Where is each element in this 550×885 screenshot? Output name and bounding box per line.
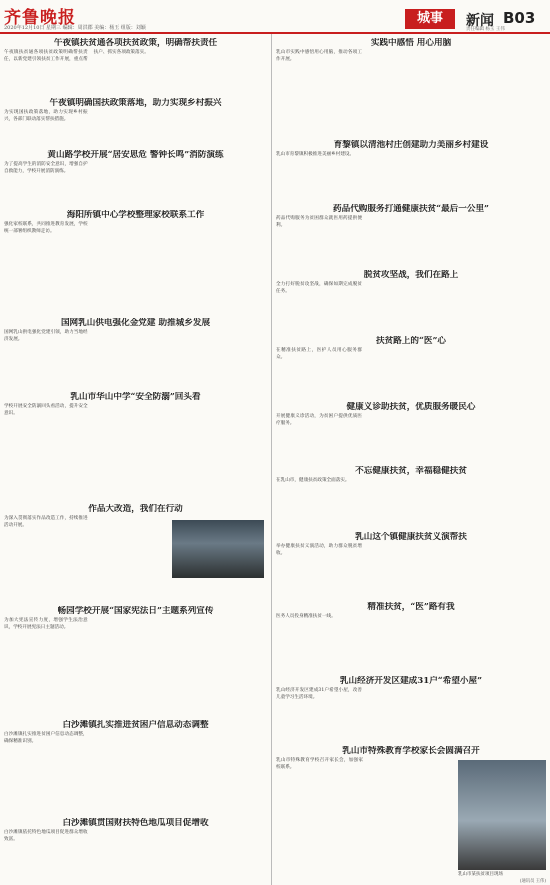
article-headline: 国网乳山供电强化金党建 助推城乡发展 — [60, 318, 211, 328]
article-body: 药品代购服务为贫困群众就医用药提供便利。 — [276, 216, 362, 229]
article — [276, 140, 546, 202]
article-body: 乳山市育黎镇积极推进美丽乡村建设。 — [276, 152, 355, 157]
article — [276, 466, 546, 530]
article-headline: 乳山市特殊教育学校家长会圆满召开 — [342, 746, 480, 756]
article — [4, 318, 267, 390]
column-divider — [271, 34, 272, 885]
article-headline: 精准扶贫，“医”路有我 — [367, 602, 455, 612]
news-photo — [172, 520, 264, 578]
article — [276, 602, 546, 674]
article — [276, 532, 546, 600]
article — [4, 606, 267, 718]
newspaper-logo: 齐鲁晚报 — [4, 8, 76, 28]
article-headline: 黄山路学校开展“居安思危 警钟长鸣”消防演练 — [47, 150, 224, 160]
article-body: 开展健康义诊活动，为贫困户提供优质医疗服务。 — [276, 414, 362, 427]
article — [276, 38, 546, 138]
article — [4, 818, 267, 882]
article-headline: 白沙滩镇贯国财扶特色地瓜项目促增收 — [62, 818, 209, 828]
article-headline: 午夜镇明确国扶政策落地，助力实现乡村振兴 — [49, 98, 222, 108]
article-headline: 白沙滩镇扎实推进贫困户信息动态调整 — [62, 720, 209, 730]
article-body: 为实现国扶政策落地，助力实现乡村振兴，各部门联动落实帮扶措施。 — [4, 110, 88, 123]
article-headline: 乳山经济开发区建成31户“希望小屋” — [339, 676, 483, 686]
article — [4, 720, 267, 816]
article — [276, 402, 546, 464]
article — [4, 38, 267, 96]
article — [276, 676, 546, 744]
article-body: 学校开展安全防溺回头看活动，提升安全意识。 — [4, 404, 88, 417]
news-photo — [458, 760, 546, 870]
article-body: 在精准扶贫路上，医护人员用心服务群众。 — [276, 348, 362, 361]
article-headline: 畅园学校开展“国家宪法日”主题系列宣传 — [57, 606, 214, 616]
masthead — [0, 0, 550, 32]
article-body: 举办健康扶贫义演活动，助力群众脱贫增收。 — [276, 544, 362, 557]
article-headline: 乳山这个镇健康扶贫义演帮扶 — [355, 532, 467, 542]
article-body: 为了提高学生的消防安全意识，增强自护自救能力，学校开展消防演练。 — [4, 162, 88, 175]
article-body: 医务人员投身精准扶贫一线。 — [276, 614, 336, 619]
article-body: 乳山市实践中感悟用心用脑，推动各项工作开展。 — [276, 50, 362, 63]
article-body: 国网乳山供电强化党建引领，助力当地经济发展。 — [4, 330, 88, 343]
article-headline: 午夜镇扶贫通各项扶贫政策，明确帮扶责任 — [53, 38, 218, 48]
article-headline: 药品代购服务打通健康扶贫“最后一公里” — [333, 204, 489, 214]
article-body: 乳山经济开发区建成31户希望小屋，改善儿童学习生活环境。 — [276, 688, 362, 701]
article-headline: 健康义诊助扶贫，优质服务暖民心 — [346, 402, 476, 412]
article — [4, 210, 267, 316]
article-body: 为加大宪法宣传力度，增强学生法治意识，学校开展宪法日主题活动。 — [4, 618, 88, 631]
article — [4, 98, 267, 148]
article-body: 乳山市特殊教育学校召开家长会，加强家校联系。 — [276, 758, 363, 771]
credit-line: (通讯员 王伟) — [519, 879, 546, 884]
article-headline: 不忘健康扶贫，幸福稳健扶贫 — [355, 466, 467, 476]
article-headline: 脱贫攻坚战，我们在路上 — [363, 270, 459, 280]
dateline: 2020年12月10日 星期三 编辑：周洪郡 美编：杨玉 组版：刘颖 — [4, 25, 146, 31]
header-rule — [0, 32, 550, 34]
section-tag: 城事 — [405, 9, 455, 29]
article — [276, 204, 546, 268]
article-headline: 育黎镇以清池村庄创建助力美丽乡村建设 — [333, 140, 489, 150]
article — [4, 150, 267, 208]
article-body: 午夜镇扶贫通各项扶贫政策明确帮扶责任，以新党建引领扶贫工作开展，重点帮扶户、抓实各项政策落实。 — [4, 50, 149, 63]
article — [276, 336, 546, 400]
article-headline: 扶贫路上的“医”心 — [375, 336, 447, 346]
article-body: 全力打好脱贫攻坚战，确保如期完成脱贫任务。 — [276, 282, 362, 295]
article-headline: 乳山市华山中学“安全防溺”回头看 — [70, 392, 201, 402]
article — [276, 270, 546, 334]
editor-line: 责任编辑 杨玉 王伟 — [466, 27, 505, 32]
article-headline: 实践中感悟 用心用脑 — [370, 38, 452, 48]
article-body: 为深入贯彻落实作品改造工作，持续推进活动开展。 — [4, 516, 88, 529]
photo-caption: 乳山市某扶贫项目现场 — [458, 872, 503, 877]
article-body: 白沙滩镇扎实推进贫困户信息动态调整，确保精准识别。 — [4, 732, 88, 745]
article-headline: 海阳所镇中心学校整理家校联系工作 — [66, 210, 205, 220]
article-body: 在乳山市，健康扶贫政策全面落实。 — [276, 478, 350, 483]
article — [4, 392, 267, 502]
section-name: 新闻 — [466, 13, 494, 29]
page-number: B03 — [503, 9, 536, 27]
article-body: 强化家校联系，共同推进教育发展，学校统一部署组织教师走访。 — [4, 222, 88, 235]
article-body: 白沙滩镇依托特色地瓜项目促进群众增收致富。 — [4, 830, 88, 843]
article-headline: 作品大改造，我们在行动 — [88, 504, 183, 514]
